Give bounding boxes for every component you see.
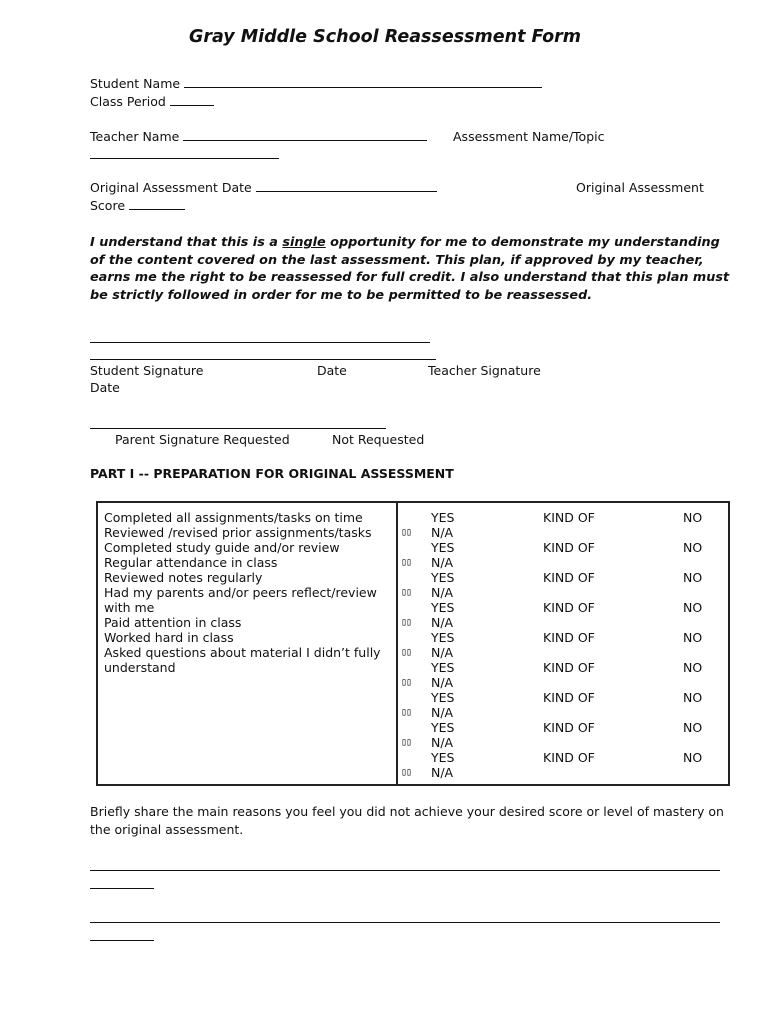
parent-signature-line[interactable]	[90, 428, 386, 429]
na-option[interactable]: N/A	[431, 645, 454, 660]
option-row	[398, 720, 728, 750]
yes-option[interactable]: YES	[431, 570, 455, 585]
checkbox-icon[interactable]: ▯▯	[401, 527, 412, 538]
option-row	[398, 600, 728, 630]
parent-signature-requested-label: Parent Signature Requested	[115, 432, 290, 447]
na-option[interactable]: N/A	[431, 525, 454, 540]
date-label-1: Date	[317, 363, 347, 378]
reason-line-2b[interactable]	[90, 940, 154, 941]
no-option[interactable]: NO	[683, 510, 703, 525]
reason-line-1[interactable]	[90, 870, 720, 871]
assessment-name-field[interactable]	[90, 158, 279, 159]
commitment-statement	[90, 234, 730, 304]
checkbox-icon[interactable]: ▯▯	[401, 587, 412, 598]
kind-of-option[interactable]: KIND OF	[543, 600, 595, 615]
not-requested-label: Not Requested	[332, 432, 425, 447]
reason-line-1b[interactable]	[90, 888, 154, 889]
no-option[interactable]: NO	[683, 690, 703, 705]
signature-line-1[interactable]	[90, 342, 430, 343]
option-row	[398, 570, 728, 600]
class-period-label: Class Period	[90, 94, 166, 109]
no-option[interactable]: NO	[683, 540, 703, 555]
response-options	[398, 510, 728, 780]
list-item: Worked hard in class	[104, 630, 234, 645]
signature-line-2[interactable]	[90, 359, 436, 360]
list-item: Asked questions about material I didn’t fully understand	[104, 645, 381, 675]
checkbox-icon[interactable]: ▯▯	[401, 557, 412, 568]
list-item: Had my parents and/or peers reflect/review with me	[104, 585, 377, 615]
kind-of-option[interactable]: KIND OF	[543, 660, 595, 675]
teacher-name-row	[90, 129, 427, 144]
option-row	[398, 540, 728, 570]
list-item: Reviewed notes regularly	[104, 570, 263, 585]
kind-of-option[interactable]: KIND OF	[543, 690, 595, 705]
option-row	[398, 630, 728, 660]
student-name-label: Student Name	[90, 76, 181, 91]
part1-heading: PART I -- PREPARATION FOR ORIGINAL ASSESSMENT	[90, 466, 454, 481]
statement-text-2: opportunity for me to demonstrate my understanding of the content covered on the last assessment. This plan, if approved by my teacher, earns me the right to be reassessed for full credit. I also understand that this plan must be strictly followed in order for me to be permitted to be reassessed.	[90, 235, 730, 303]
list-item: Paid attention in class	[104, 615, 242, 630]
kind-of-option[interactable]: KIND OF	[543, 570, 595, 585]
option-row	[398, 750, 728, 780]
no-option[interactable]: NO	[683, 750, 703, 765]
kind-of-option[interactable]: KIND OF	[543, 720, 595, 735]
teacher-name-label: Teacher Name	[90, 129, 180, 144]
original-date-label: Original Assessment Date	[90, 180, 252, 195]
preparation-table	[96, 501, 730, 786]
list-item: Regular attendance in class	[104, 555, 278, 570]
student-signature-label: Student Signature	[90, 363, 204, 378]
yes-option[interactable]: YES	[431, 510, 455, 525]
checkbox-icon[interactable]: ▯▯	[401, 647, 412, 658]
yes-option[interactable]: YES	[431, 720, 455, 735]
checkbox-icon[interactable]: ▯▯	[401, 617, 412, 628]
yes-option[interactable]: YES	[431, 750, 455, 765]
teacher-name-field[interactable]	[183, 129, 427, 141]
checkbox-icon[interactable]: ▯▯	[401, 707, 412, 718]
yes-option[interactable]: YES	[431, 630, 455, 645]
na-option[interactable]: N/A	[431, 675, 454, 690]
no-option[interactable]: NO	[683, 600, 703, 615]
class-period-row	[90, 94, 214, 109]
no-option[interactable]: NO	[683, 720, 703, 735]
student-name-field[interactable]	[184, 76, 542, 88]
kind-of-option[interactable]: KIND OF	[543, 540, 595, 555]
na-option[interactable]: N/A	[431, 555, 454, 570]
assessment-name-label: Assessment Name/Topic	[453, 129, 605, 144]
yes-option[interactable]: YES	[431, 540, 455, 555]
no-option[interactable]: NO	[683, 660, 703, 675]
teacher-signature-label: Teacher Signature	[428, 363, 541, 378]
original-date-field[interactable]	[256, 180, 437, 192]
list-item: Reviewed /revised prior assignments/tasks	[104, 525, 372, 540]
yes-option[interactable]: YES	[431, 660, 455, 675]
class-period-field[interactable]	[170, 94, 214, 106]
no-option[interactable]: NO	[683, 630, 703, 645]
yes-option[interactable]: YES	[431, 690, 455, 705]
kind-of-option[interactable]: KIND OF	[543, 630, 595, 645]
option-row	[398, 660, 728, 690]
statement-text-1: I understand that this is a	[90, 235, 283, 250]
na-option[interactable]: N/A	[431, 735, 454, 750]
yes-option[interactable]: YES	[431, 600, 455, 615]
kind-of-option[interactable]: KIND OF	[543, 510, 595, 525]
checkbox-icon[interactable]: ▯▯	[401, 737, 412, 748]
na-option[interactable]: N/A	[431, 585, 454, 600]
preparation-items	[104, 510, 389, 675]
reason-line-2[interactable]	[90, 922, 720, 923]
date-label-2: Date	[90, 380, 120, 395]
kind-of-option[interactable]: KIND OF	[543, 750, 595, 765]
original-date-row	[90, 180, 437, 195]
checkbox-icon[interactable]: ▯▯	[401, 677, 412, 688]
statement-emphasis: single	[282, 235, 326, 250]
no-option[interactable]: NO	[683, 570, 703, 585]
score-row	[90, 198, 185, 213]
option-row	[398, 510, 728, 540]
list-item: Completed all assignments/tasks on time	[104, 510, 363, 525]
student-name-row	[90, 76, 542, 91]
na-option[interactable]: N/A	[431, 615, 454, 630]
option-row	[398, 690, 728, 720]
form-title: Gray Middle School Reassessment Form	[188, 27, 582, 47]
na-option[interactable]: N/A	[431, 705, 454, 720]
score-field[interactable]	[129, 198, 185, 210]
na-option[interactable]: N/A	[431, 765, 454, 780]
reasons-prompt: Briefly share the main reasons you feel you did not achieve your desired score or level of mastery on the original assessment.	[90, 804, 724, 837]
list-item: Completed study guide and/or review	[104, 540, 340, 555]
checkbox-icon[interactable]: ▯▯	[401, 767, 412, 778]
score-label: Score	[90, 198, 126, 213]
original-score-label: Original Assessment	[576, 180, 704, 195]
